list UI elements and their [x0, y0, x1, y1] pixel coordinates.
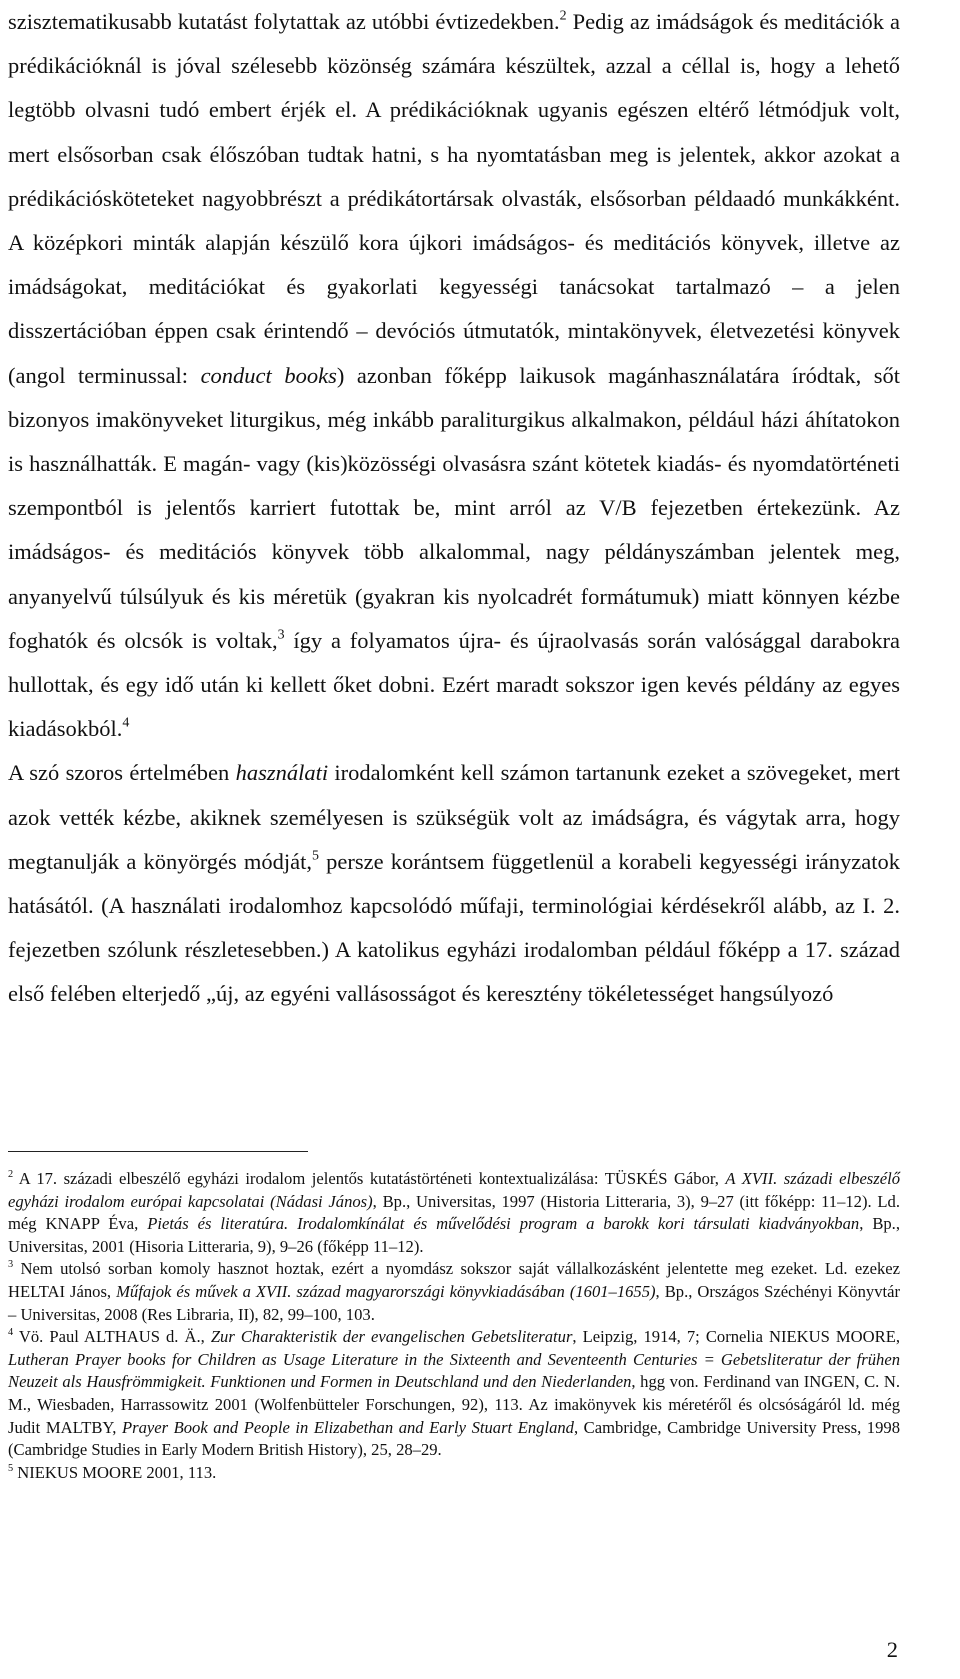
- footnote-text: , Bp., Universitas, 2001 (Hisoria Litteraria, 9), 9–26 (főképp 11–12).: [8, 1214, 900, 1256]
- footnote-text: , Leipzig, 1914, 7; Cornelia NIEKUS MOORE,: [572, 1327, 901, 1347]
- footnote-text: , Bp., Országos Széchényi Könyvtár – Universitas, 2008 (Res Libraria, II), 82, 99–100, 103.: [8, 1281, 900, 1324]
- footnote-title: Prayer Book and People in Elizabethan and Early Stuart England: [121, 1417, 574, 1437]
- text-run: így a folyamatos újra- és újraolvasás során valósággal darabokra hullottak, és egy idő után ki kellett őket dobni. Ezért maradt sokszor igen kevés példány az egyes kiadásokból.: [8, 627, 901, 742]
- footnote-text: , Cambridge, Cambridge University Press, 1998 (Cambridge Studies in Early Modern British History), 25, 28–29.: [8, 1417, 900, 1460]
- footnote-title: Műfajok és művek a XVII. század magyarországi könyvkiadásában (1601–1655): [116, 1281, 656, 1301]
- footnote-4: [8, 1326, 900, 1462]
- footnote-ref-2[interactable]: 2: [559, 8, 567, 24]
- footnote-title: Lutheran Prayer books for Children as Usage Literature in the Sixteenth and Seventeenth Centuries = Gebetsliteratur der frühen Neuzeit als Hausfrömmigkeit. Funktionen und Formen in Deutschland und den Niederlanden: [8, 1349, 900, 1392]
- text-run: irodalomként kell számon tartanunk ezeket a szövegeket, mert azok vették kézbe, akiknek személyesen is szükségük volt az imádságra, és vágytak arra, hogy megtanulják a könyörgés módját,: [8, 760, 900, 874]
- italic-term: használati: [235, 760, 329, 786]
- footnote-number: 3: [8, 1259, 14, 1271]
- text-run: A szó szoros értelmében: [8, 760, 236, 786]
- paragraph-2: [8, 751, 900, 1016]
- text-run: ) azonban főképp laikusok magánhasználatára íródtak, sőt bizonyos imakönyveket liturgikus, még inkább paraliturgikus alkalmakon, például házi áhítatokon is használhatták. E magán- vagy (kis)közösségi olvasásra szánt kötetek kiadás- és nyomdatörténeti szempontból is jelentős karriert futottak be, mint arról az V/B fejezetben értekezünk. Az imádságos- és meditációs könyvek több alkalommal, nagy példányszámban jelentek meg, anyanyelvű túlsúlyuk és kis méretük (gyakran kis nyolcadrét formátumuk) miatt könnyen kézbe foghatók és olcsók is voltak,: [8, 362, 901, 653]
- footnote-text: , hgg von. Ferdinand van INGEN, C. N. M., Wiesbaden, Harrassowitz 2001 (Wolfenbütteler Forschungen, 92), 113. Az imakönyvek kis méretéről és olcsóságáról ld. még Judit MALTBY,: [8, 1372, 901, 1437]
- footnote-number: 4: [8, 1326, 14, 1338]
- footnote-text: Vö. Paul ALTHAUS d. Ä.,: [13, 1327, 211, 1347]
- footnote-text: , Bp., Universitas, 1997 (Historia Litteraria, 3), 9–27 (itt főképp: 11–12). Ld. még KNAPP Éva,: [8, 1191, 900, 1234]
- paragraph-1: [8, 0, 900, 751]
- footnote-ref-3[interactable]: 3: [277, 627, 285, 643]
- footnote-3: [8, 1258, 900, 1326]
- footnote-ref-4[interactable]: 4: [122, 715, 130, 731]
- footnote-separator: [8, 1151, 308, 1152]
- footnote-number: 5: [8, 1462, 14, 1474]
- text-run: persze korántsem függetlenül a korabeli kegyességi irányzatok hatásától. (A használati irodalomhoz kapcsolódó műfaji, terminológiai kérdésekről alább, az I. 2. fejezetben szólunk részletesebben.) A katolikus egyházi irodalomban például főképp a 17. század első felében elterjedő „új, az egyéni vallásosságot és keresztény tökéletességet hangsúlyozó: [8, 848, 900, 1007]
- footnote-ref-5[interactable]: 5: [312, 848, 320, 864]
- footnote-title: Zur Charakteristik der evangelischen Gebetsliteratur: [210, 1327, 573, 1347]
- footnote-title: A XVII. századi elbeszélő egyházi irodalom európai kapcsolatai (Nádasi János): [8, 1169, 900, 1211]
- footnote-2: [8, 1168, 900, 1258]
- footnote-5: [8, 1462, 900, 1485]
- italic-term: conduct books: [200, 362, 337, 388]
- footnote-text: NIEKUS MOORE 2001, 113.: [13, 1462, 217, 1482]
- text-run: Pedig az imádságok és meditációk a prédikációknál is jóval szélesebb közönség számára készültek, azzal a céllal is, hogy a lehető legtöbb olvasni tudó embert érjék el. A prédikációknak ugyanis egészen eltérő létmódjuk volt, mert elsősorban csak élőszóban tudtak hatni, s ha nyomtatásban meg is jelentek, akkor azokat a prédikációsköteteket nagyobbrészt a prédikátortársak olvasták, elsősorban példaadó munkákként. A középkori minták alapján készülő kora újkori imádságos- és meditációs könyvek, illetve az imádságokat, meditációkat és gyakorlati kegyességi tanácsokat tartalmazó – a jelen disszertációban éppen csak érintendő – devóciós útmutatók, mintakönyvek, életvezetési könyvek (angol terminussal:: [8, 9, 900, 388]
- page-number: 2: [886, 1637, 898, 1662]
- text-run: szisztematikusabb kutatást folytattak az utóbbi évtizedekben.: [8, 9, 560, 34]
- footnote-text: Nem utolsó sorban komoly hasznot hoztak, ezért a nyomdász sokszor saját vállalkozásként jelentette meg ezeket. Ld. ezekez HELTAI János,: [8, 1259, 900, 1301]
- footnote-number: 2: [8, 1168, 14, 1180]
- footnote-title: Pietás és literatúra. Irodalomkínálat és művelődési program a barokk kori társulati kiadványokban: [147, 1214, 860, 1234]
- body-text: [8, 0, 900, 1017]
- document-page: [8, 0, 901, 1662]
- footnote-text: A 17. századi elbeszélő egyházi irodalom jelentős kutatástörténeti kontextualizálása: TÜSKÉS Gábor,: [13, 1169, 726, 1188]
- footnotes: [8, 1168, 900, 1484]
